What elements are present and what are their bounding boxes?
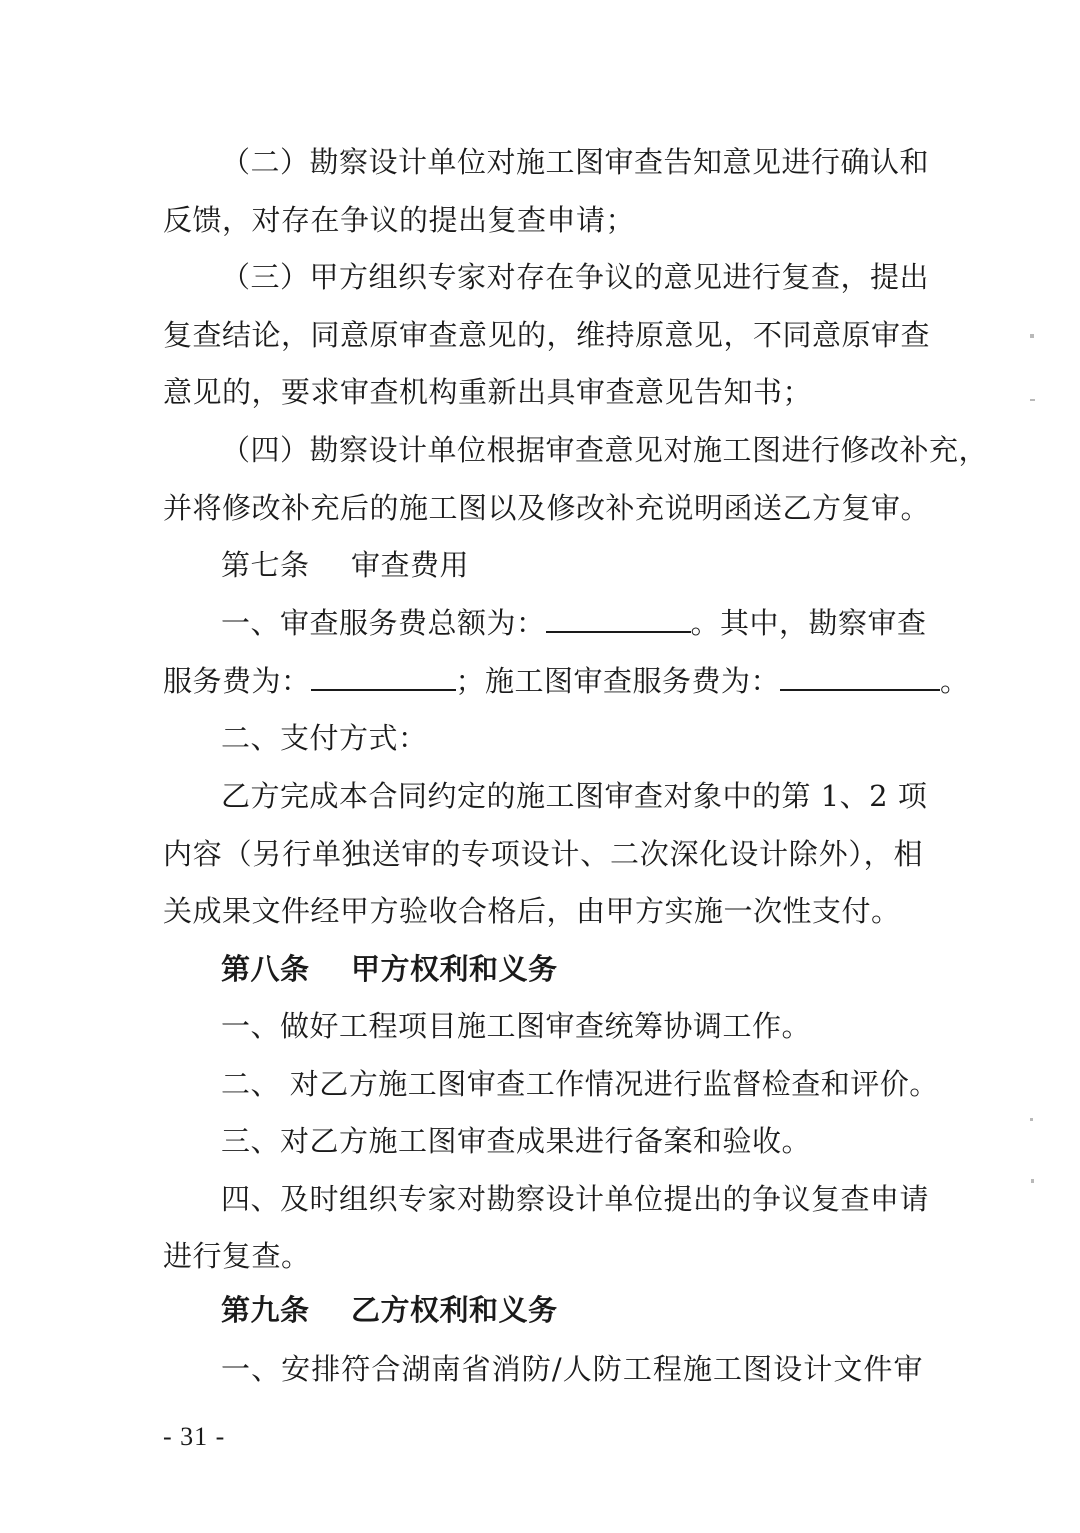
- article-title: 乙方权利和义务: [351, 1293, 558, 1327]
- fee-label: 。其中，勘察审查: [690, 606, 927, 640]
- fee-label: 。: [940, 664, 970, 698]
- article-heading: [221, 545, 981, 585]
- article-heading: [221, 949, 981, 989]
- paragraph-line: 复查结论，同意原审查意见的，维持原意见，不同意原审查: [163, 318, 931, 352]
- paragraph-line: 意见的，要求审查机构重新出具审查意见告知书；: [163, 375, 813, 409]
- paragraph-line: （四）勘察设计单位根据审查意见对施工图进行修改补充，: [221, 433, 989, 467]
- paragraph-line: 二、 对乙方施工图审查工作情况进行监督检查和评价。: [221, 1067, 939, 1101]
- fee-line: [221, 603, 927, 643]
- article-title: 审查费用: [351, 548, 470, 582]
- scan-speck: [1030, 1118, 1033, 1121]
- survey-fee-blank: [311, 661, 456, 691]
- article-title: 甲方权利和义务: [351, 952, 558, 986]
- paragraph-line: （三）甲方组织专家对存在争议的意见进行复查，提出: [221, 260, 930, 294]
- paragraph-line: 四、及时组织专家对勘察设计单位提出的争议复查申请: [221, 1182, 930, 1216]
- scan-speck: [1030, 334, 1034, 338]
- article-heading: [221, 1290, 981, 1330]
- paragraph-line: 乙方完成本合同约定的施工图审查对象中的第 1、2 项: [221, 779, 928, 813]
- paragraph-line: 并将修改补充后的施工图以及修改补充说明函送乙方复审。: [163, 491, 931, 525]
- scan-speck: [1030, 399, 1035, 401]
- paragraph-line: 反馈，对存在争议的提出复查申请；: [163, 203, 636, 237]
- drawing-fee-blank: [780, 661, 940, 691]
- total-fee-blank: [546, 603, 691, 633]
- page-number: - 31 -: [163, 1422, 226, 1451]
- fee-label: ；施工图审查服务费为：: [455, 664, 781, 698]
- fee-label: 服务费为：: [163, 664, 311, 698]
- article-number: 第七条: [221, 548, 310, 582]
- paragraph-line: 进行复查。: [163, 1239, 311, 1273]
- article-number: 第八条: [221, 952, 310, 986]
- fee-line: [163, 661, 970, 701]
- paragraph-line: 内容（另行单独送审的专项设计、二次深化设计除外），相: [163, 837, 923, 871]
- paragraph-line: （二）勘察设计单位对施工图审查告知意见进行确认和: [221, 145, 930, 179]
- scan-speck: [1031, 1179, 1034, 1183]
- paragraph-line: 关成果文件经甲方验收合格后，由甲方实施一次性支付。: [163, 894, 901, 928]
- paragraph-line: 三、对乙方施工图审查成果进行备案和验收。: [221, 1124, 812, 1158]
- paragraph-line: 二、支付方式：: [221, 721, 428, 755]
- article-number: 第九条: [221, 1293, 310, 1327]
- paragraph-line: 一、安排符合湖南省消防/人防工程施工图设计文件审: [221, 1352, 923, 1386]
- paragraph-line: 一、做好工程项目施工图审查统筹协调工作。: [221, 1009, 812, 1043]
- fee-label: 一、审查服务费总额为：: [221, 606, 546, 640]
